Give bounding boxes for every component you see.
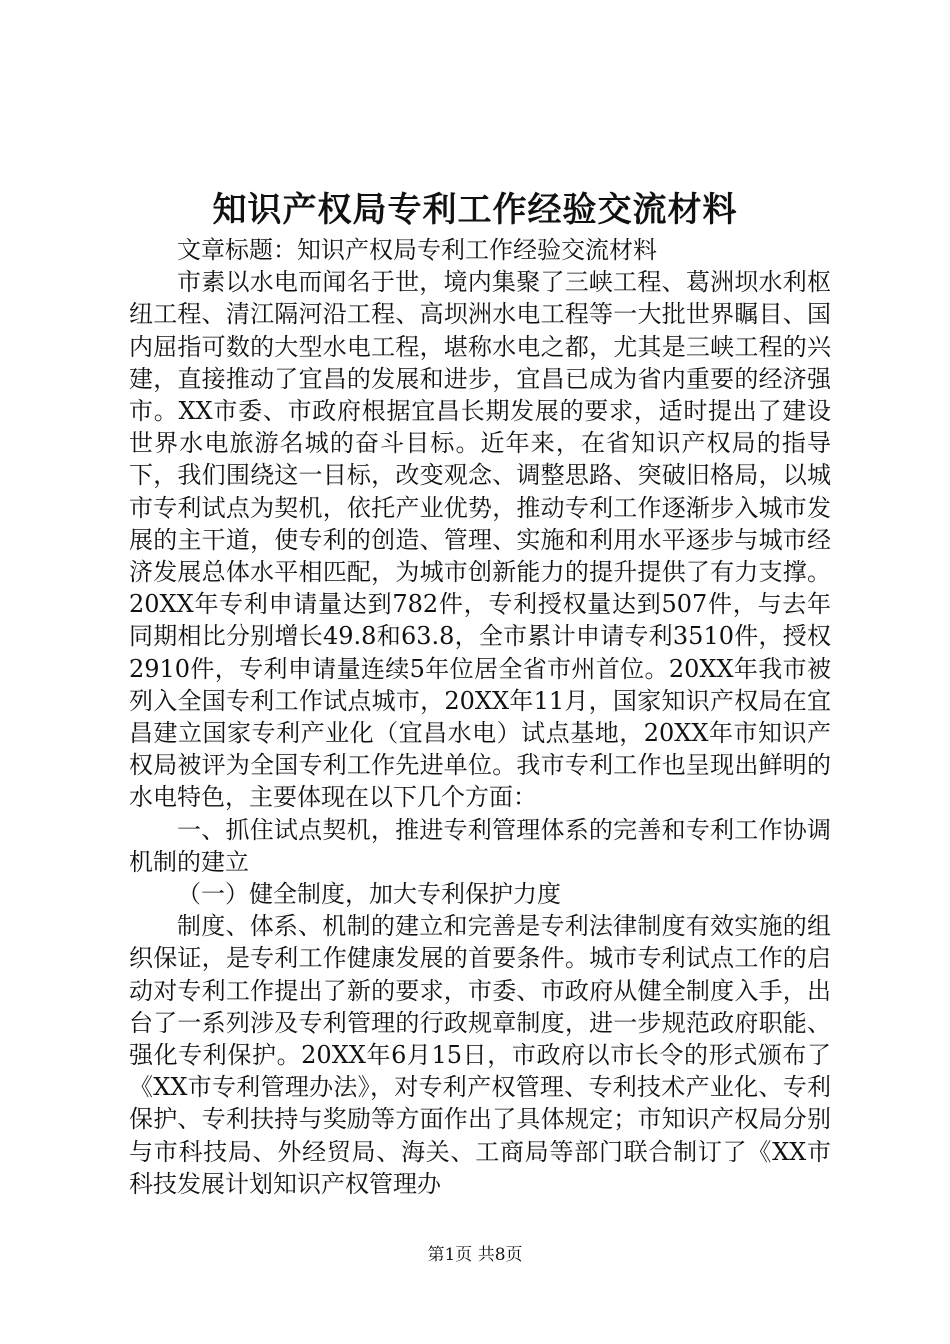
subsection-heading-1: （一）健全制度，加大专利保护力度 [177,880,561,909]
page-footer: 第1页 共8页 [427,1245,523,1265]
paragraph-article-title: 文章标题：知识产权局专利工作经验交流材料 [177,236,657,264]
paragraph-system: 制度、体系、机制的建立和完善是专利法律制度有效实施的组织保证，是专利工作健康发展的首要条件。城市专利试点工作的启动对专利工作提出了新的要求，市委、市政府从健全制度入手，出台了一系列涉及专利管理的行政规章制度，进一步规范政府职能、强化专利保护。20XX年6月15日，市政府以市长令的形式颁布了《XX市专利管理办法》，对专利产权管理、专利技术产业化、专利保护、专利扶持与奖励等方面作出了具体规定；市知识产权局分别与市科技局、外经贸局、海关、工商局等部门联合制订了《XX市科技发展计划知识产权管理办 [129,912,831,1198]
paragraph-intro: 市素以水电而闻名于世，境内集聚了三峡工程、葛洲坝水利枢纽工程、清江隔河沿工程、高坝洲水电工程等一大批世界瞩目、国内屈指可数的大型水电工程，堪称水电之都，尤其是三峡工程的兴建，直接推动了宜昌的发展和进步，宜昌已成为省内重要的经济强市。XX市委、市政府根据宜昌长期发展的要求，适时提出了建设世界水电旅游名城的奋斗目标。近年来，在省知识产权局的指导下，我们围绕这一目标，改变观念、调整思路、突破旧格局，以城市专利试点为契机，依托产业优势，推动专利工作逐渐步入城市发展的主干道，使专利的创造、管理、实施和利用水平逐步与城市经济发展总体水平相匹配，为城市创新能力的提升提供了有力支撑。20XX年专利申请量达到782件，专利授权量达到507件，与去年同期相比分别增长49.8和63.8，全市累计申请专利3510件，授权2910件，专利申请量连续5年位居全省市州首位。20XX年我市被列入全国专利工作试点城市，20XX年11月，国家知识产权局在宜昌建立国家专利产业化（宜昌水电）试点基地，20XX年市知识产权局被评为全国专利工作先进单位。我市专利工作也呈现出鲜明的水电特色，主要体现在以下几个方面： [129,268,831,812]
document-title: 知识产权局专利工作经验交流材料 [212,190,738,230]
section-heading-1: 一、抓住试点契机，推进专利管理体系的完善和专利工作协调机制的建立 [129,815,831,876]
document-body [129,234,831,1200]
